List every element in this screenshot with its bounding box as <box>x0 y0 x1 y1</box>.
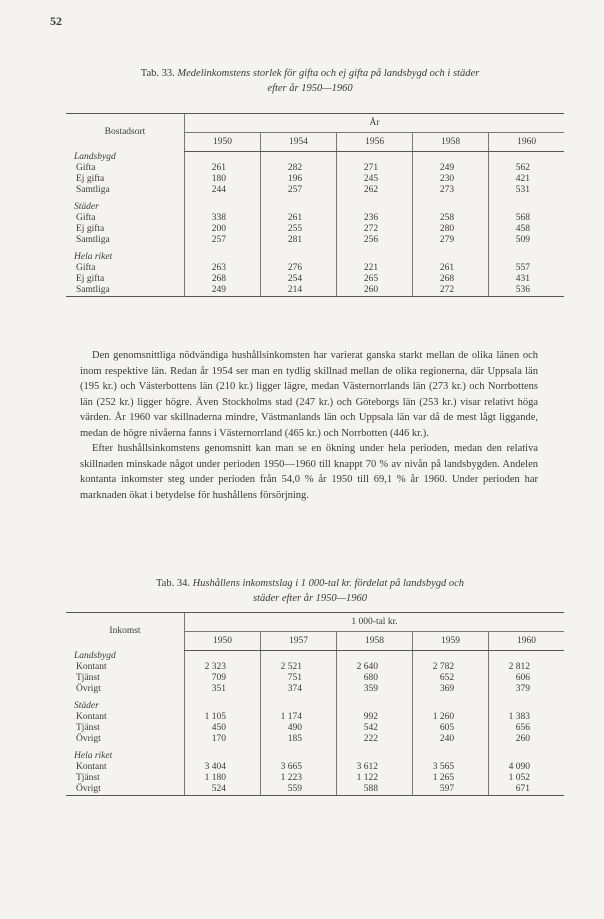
table1-span-header: År <box>185 114 565 133</box>
table2-year-header: 1957 <box>261 632 337 651</box>
cell-value: 597 <box>413 784 489 796</box>
cell-value: 1 105 <box>185 712 261 723</box>
row-label: Kontant <box>76 762 107 772</box>
group-label: Hela riket <box>74 751 113 761</box>
cell-value: 338 <box>185 213 261 224</box>
cell-value: 557 <box>489 263 564 274</box>
table-row <box>66 174 564 185</box>
cell-value: 282 <box>261 163 337 174</box>
table-row <box>66 263 564 274</box>
cell-value: 258 <box>413 213 489 224</box>
cell-value: 196 <box>261 174 337 185</box>
table1 <box>66 113 564 297</box>
cell-value: 245 <box>337 174 413 185</box>
table1-caption-text: Medelinkomstens storlek för gifta och ej gifta på landsbygd och i städer <box>177 68 480 79</box>
cell-value: 276 <box>261 263 337 274</box>
table-row <box>66 163 564 174</box>
table-row <box>66 762 564 773</box>
cell-value: 2 782 <box>413 662 489 673</box>
table-row <box>66 213 564 224</box>
row-label: Tjänst <box>76 723 100 733</box>
cell-value: 279 <box>413 235 489 246</box>
row-label: Gifta <box>76 163 96 173</box>
table-row <box>66 185 564 196</box>
cell-value: 588 <box>337 784 413 796</box>
cell-value: 2 521 <box>261 662 337 673</box>
cell-value: 359 <box>337 684 413 695</box>
cell-value: 568 <box>489 213 564 224</box>
table-row <box>66 285 564 297</box>
row-label: Övrigt <box>76 684 101 694</box>
cell-value: 751 <box>261 673 337 684</box>
table2-year-header: 1958 <box>337 632 413 651</box>
cell-value: 4 090 <box>489 762 564 773</box>
cell-value: 281 <box>261 235 337 246</box>
cell-value: 268 <box>185 274 261 285</box>
cell-value: 1 180 <box>185 773 261 784</box>
table2-year-header: 1950 <box>185 632 261 651</box>
cell-value: 180 <box>185 174 261 185</box>
cell-value: 1 052 <box>489 773 564 784</box>
row-label: Tjänst <box>76 673 100 683</box>
table1-year-header: 1956 <box>337 133 413 152</box>
cell-value: 1 383 <box>489 712 564 723</box>
row-label: Samtliga <box>66 285 185 297</box>
table1-year-header: 1950 <box>185 133 261 152</box>
cell-value: 260 <box>489 734 564 745</box>
cell-value: 249 <box>185 285 261 297</box>
table1-year-header: 1960 <box>489 133 564 152</box>
table-row <box>66 673 564 684</box>
cell-value: 272 <box>337 224 413 235</box>
row-label: Ej gifta <box>76 224 105 234</box>
cell-value: 458 <box>489 224 564 235</box>
table-row <box>66 734 564 745</box>
row-label: Samtliga <box>76 235 110 245</box>
cell-value: 262 <box>337 185 413 196</box>
cell-value: 606 <box>489 673 564 684</box>
cell-value: 230 <box>413 174 489 185</box>
row-label: Gifta <box>76 263 96 273</box>
cell-value: 559 <box>261 784 337 796</box>
cell-value: 709 <box>185 673 261 684</box>
cell-value: 263 <box>185 263 261 274</box>
cell-value: 200 <box>185 224 261 235</box>
row-label: Kontant <box>76 712 107 722</box>
row-label: Ej gifta <box>76 174 105 184</box>
cell-value: 531 <box>489 185 564 196</box>
cell-value: 268 <box>413 274 489 285</box>
group-label: Landsbygd <box>74 650 116 661</box>
cell-value: 170 <box>185 734 261 745</box>
row-label: Tjänst <box>76 773 100 783</box>
cell-value: 2 640 <box>337 662 413 673</box>
cell-value: 1 174 <box>261 712 337 723</box>
cell-value: 254 <box>261 274 337 285</box>
cell-value: 605 <box>413 723 489 734</box>
cell-value: 249 <box>413 163 489 174</box>
cell-value: 1 223 <box>261 773 337 784</box>
cell-value: 3 565 <box>413 762 489 773</box>
row-label: Gifta <box>76 213 96 223</box>
table2 <box>66 612 564 796</box>
row-label: Ej gifta <box>76 274 105 284</box>
table-row <box>66 784 564 796</box>
group-label: Städer <box>74 202 99 212</box>
cell-value: 260 <box>337 285 413 297</box>
page-number: 52 <box>50 14 62 28</box>
cell-value: 222 <box>337 734 413 745</box>
cell-value: 2 812 <box>489 662 564 673</box>
body-text <box>80 348 538 503</box>
cell-value: 680 <box>337 673 413 684</box>
cell-value: 2 323 <box>185 662 261 673</box>
cell-value: 509 <box>489 235 564 246</box>
table-row <box>66 662 564 673</box>
table-row <box>66 773 564 784</box>
cell-value: 1 260 <box>413 712 489 723</box>
table2-year-header: 1960 <box>489 632 564 651</box>
cell-value: 374 <box>261 684 337 695</box>
table2-year-header: 1959 <box>413 632 489 651</box>
cell-value: 3 612 <box>337 762 413 773</box>
cell-value: 236 <box>337 213 413 224</box>
cell-value: 272 <box>413 285 489 297</box>
row-label: Övrigt <box>76 734 101 744</box>
cell-value: 369 <box>413 684 489 695</box>
cell-value: 524 <box>185 784 261 796</box>
row-label: Övrigt <box>66 784 185 796</box>
table1-caption-text2: efter år 1950—1960 <box>267 83 353 94</box>
table2-caption-text2: städer efter år 1950—1960 <box>252 593 368 604</box>
table-row <box>66 274 564 285</box>
cell-value: 652 <box>413 673 489 684</box>
cell-value: 3 404 <box>185 762 261 773</box>
table-row <box>66 684 564 695</box>
cell-value: 261 <box>185 163 261 174</box>
cell-value: 271 <box>337 163 413 174</box>
table1-year-header: 1954 <box>261 133 337 152</box>
group-label: Landsbygd <box>74 151 116 162</box>
cell-value: 256 <box>337 235 413 246</box>
table1-label: Tab. 33. <box>140 68 175 79</box>
table-row <box>66 712 564 723</box>
body-paragraph: Efter hushållsinkomstens genomsnitt kan man se en ökning under hela perioden, medan den relativa skillnaden minskade något under perioden 1950—1960 till knappt 70 % av nivån på landsbygden. Andelen kontanta inkomster steg under perioden från 54,0 % år 1950 till 69,1 % år 1960. Under perioden har marknaden ökat i betydelse för hushållens försörjning. <box>80 443 538 501</box>
group-label: Städer <box>74 701 99 711</box>
cell-value: 671 <box>489 784 564 796</box>
cell-value: 273 <box>413 185 489 196</box>
cell-value: 265 <box>337 274 413 285</box>
table2-row-header: Inkomst <box>66 613 185 651</box>
cell-value: 992 <box>337 712 413 723</box>
cell-value: 280 <box>413 224 489 235</box>
table1-row-header: Bostadsort <box>66 114 185 152</box>
table2-label: Tab. 34. <box>155 578 190 589</box>
cell-value: 536 <box>489 285 564 297</box>
cell-value: 255 <box>261 224 337 235</box>
cell-value: 244 <box>185 185 261 196</box>
cell-value: 257 <box>261 185 337 196</box>
cell-value: 240 <box>413 734 489 745</box>
table1-caption <box>80 66 540 96</box>
table-row <box>66 224 564 235</box>
cell-value: 421 <box>489 174 564 185</box>
table2-span-header: 1 000-tal kr. <box>185 613 565 632</box>
cell-value: 261 <box>413 263 489 274</box>
cell-value: 214 <box>261 285 337 297</box>
cell-value: 221 <box>337 263 413 274</box>
cell-value: 379 <box>489 684 564 695</box>
cell-value: 431 <box>489 274 564 285</box>
cell-value: 450 <box>185 723 261 734</box>
table2-caption <box>80 576 540 606</box>
cell-value: 351 <box>185 684 261 695</box>
cell-value: 257 <box>185 235 261 246</box>
cell-value: 490 <box>261 723 337 734</box>
cell-value: 542 <box>337 723 413 734</box>
cell-value: 261 <box>261 213 337 224</box>
table-row <box>66 235 564 246</box>
cell-value: 3 665 <box>261 762 337 773</box>
cell-value: 185 <box>261 734 337 745</box>
cell-value: 1 122 <box>337 773 413 784</box>
row-label: Kontant <box>76 662 107 672</box>
row-label: Samtliga <box>76 185 110 195</box>
table-row <box>66 723 564 734</box>
cell-value: 562 <box>489 163 564 174</box>
table1-year-header: 1958 <box>413 133 489 152</box>
body-paragraph: Den genomsnittliga nödvändiga hushållsinkomsten har varierat ganska starkt mellan de olika länen och inom respektive län. Redan år 1954 ser man en tydlig skillnad mellan de olika regionerna, där Uppsala län (195 kr.) och Västerbottens län (210 kr.) ligger lägre, medan Västernorrlands län (273 kr.) och Norrbottens län (252 kr.) ligger högre. Även Stockholms stad (247 kr.) och Göteborgs län (253 kr.) visar relativt höga värden. År 1960 var skillnaderna mindre, Västmanlands län och Uppsala län var då de mest lågt liggande, medan de högre nivåerna fanns i Västernorrland (465 kr.) och Norrbotten (446 kr.). <box>80 350 538 439</box>
table2-caption-text: Hushållens inkomstslag i 1 000-tal kr. fördelat på landsbygd och <box>192 578 465 589</box>
cell-value: 656 <box>489 723 564 734</box>
cell-value: 1 265 <box>413 773 489 784</box>
group-label: Hela riket <box>74 252 113 262</box>
